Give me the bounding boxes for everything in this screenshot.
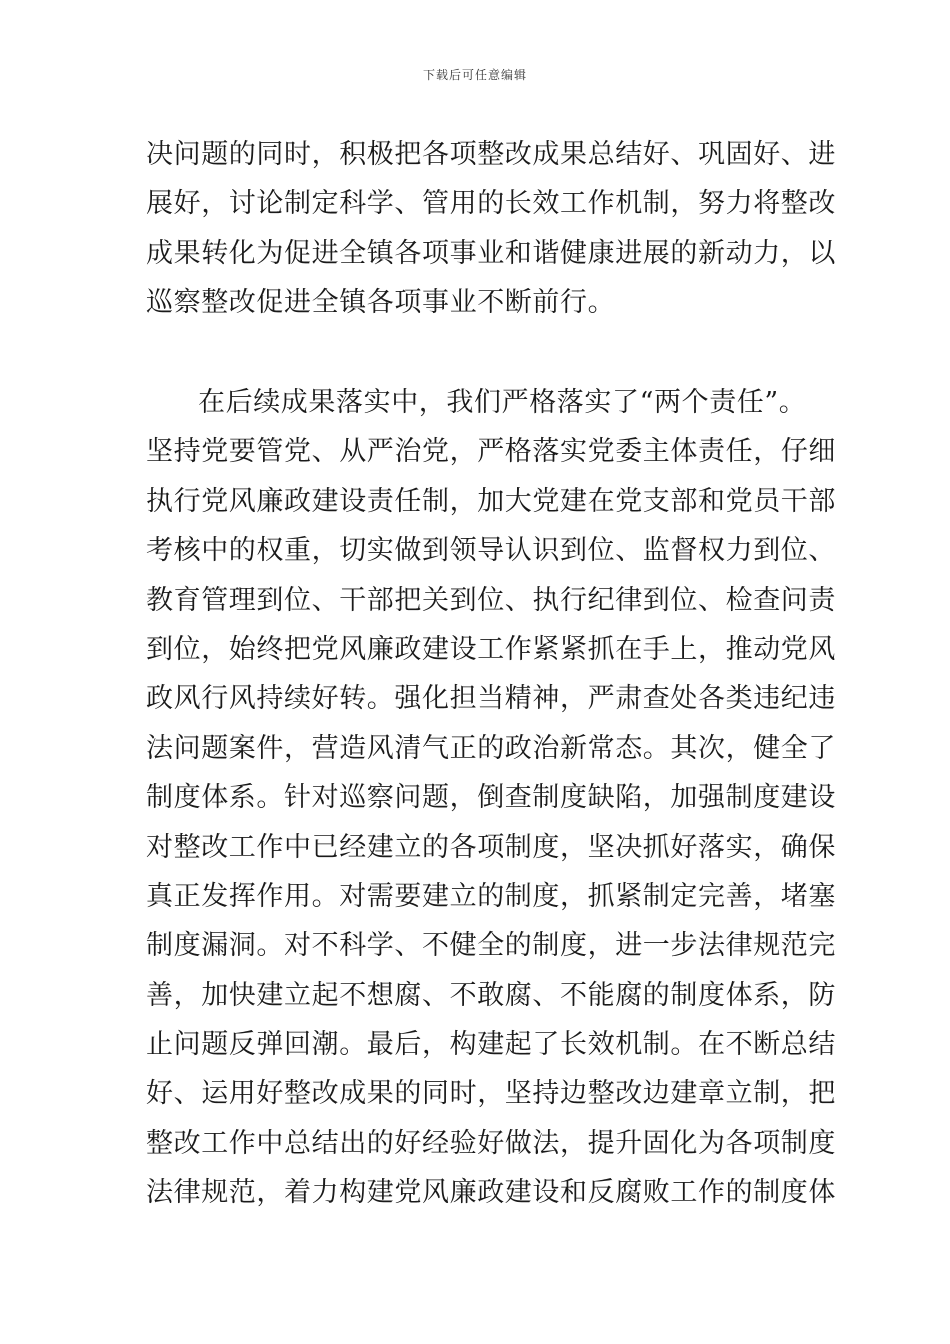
paragraph-line: 善，加快建立起不想腐、不敢腐、不能腐的制度体系，防	[146, 979, 836, 1011]
paragraph-line: 整改工作中总结出的好经验好做法，提升固化为各项制度	[146, 1127, 836, 1159]
paragraph-line: 教育管理到位、干部把关到位、执行纪律到位、检查问责	[146, 584, 836, 616]
paragraph-line: 制度体系。针对巡察问题，倒查制度缺陷，加强制度建设	[146, 782, 836, 814]
paragraph-2	[146, 378, 836, 1218]
paragraph-line: 考核中的权重，切实做到领导认识到位、监督权力到位、	[146, 535, 836, 567]
paragraph-line: 展好，讨论制定科学、管用的长效工作机制，努力将整改	[146, 188, 836, 220]
paragraph-1	[146, 130, 836, 328]
paragraph-line: 政风行风持续好转。强化担当精神，严肃查处各类违纪违	[146, 683, 836, 715]
paragraph-line: 成果转化为促进全镇各项事业和谐健康进展的新动力，以	[146, 237, 836, 269]
paragraph-line: 巡察整改促进全镇各项事业不断前行。	[146, 287, 616, 319]
header-note: 下载后可任意编辑	[422, 68, 527, 82]
paragraph-line: 执行党风廉政建设责任制，加大党建在党支部和党员干部	[146, 485, 836, 517]
paragraph-line: 真正发挥作用。对需要建立的制度，抓紧制定完善，堵塞	[146, 880, 836, 912]
paragraph-line: 制度漏洞。对不科学、不健全的制度，进一步法律规范完	[146, 930, 836, 962]
paragraph-line: 好、运用好整改成果的同时，坚持边整改边建章立制，把	[146, 1078, 836, 1110]
paragraph-line: 到位，始终把党风廉政建设工作紧紧抓在手上，推动党风	[146, 633, 836, 665]
paragraph-line: 对整改工作中已经建立的各项制度，坚决抓好落实，确保	[146, 831, 836, 863]
paragraph-line: 在后续成果落实中，我们严格落实了“两个责任”。	[198, 387, 807, 418]
paragraph-line: 止问题反弹回潮。最后，构建起了长效机制。在不断总结	[146, 1029, 836, 1061]
paragraph-line: 法问题案件，营造风清气正的政治新常态。其次，健全了	[146, 732, 836, 764]
paragraph-line: 坚持党要管党、从严治党，严格落实党委主体责任，仔细	[146, 436, 836, 468]
paragraph-line: 决问题的同时，积极把各项整改成果总结好、巩固好、进	[146, 139, 836, 170]
paragraph-line: 法律规范，着力构建党风廉政建设和反腐败工作的制度体	[146, 1177, 836, 1209]
